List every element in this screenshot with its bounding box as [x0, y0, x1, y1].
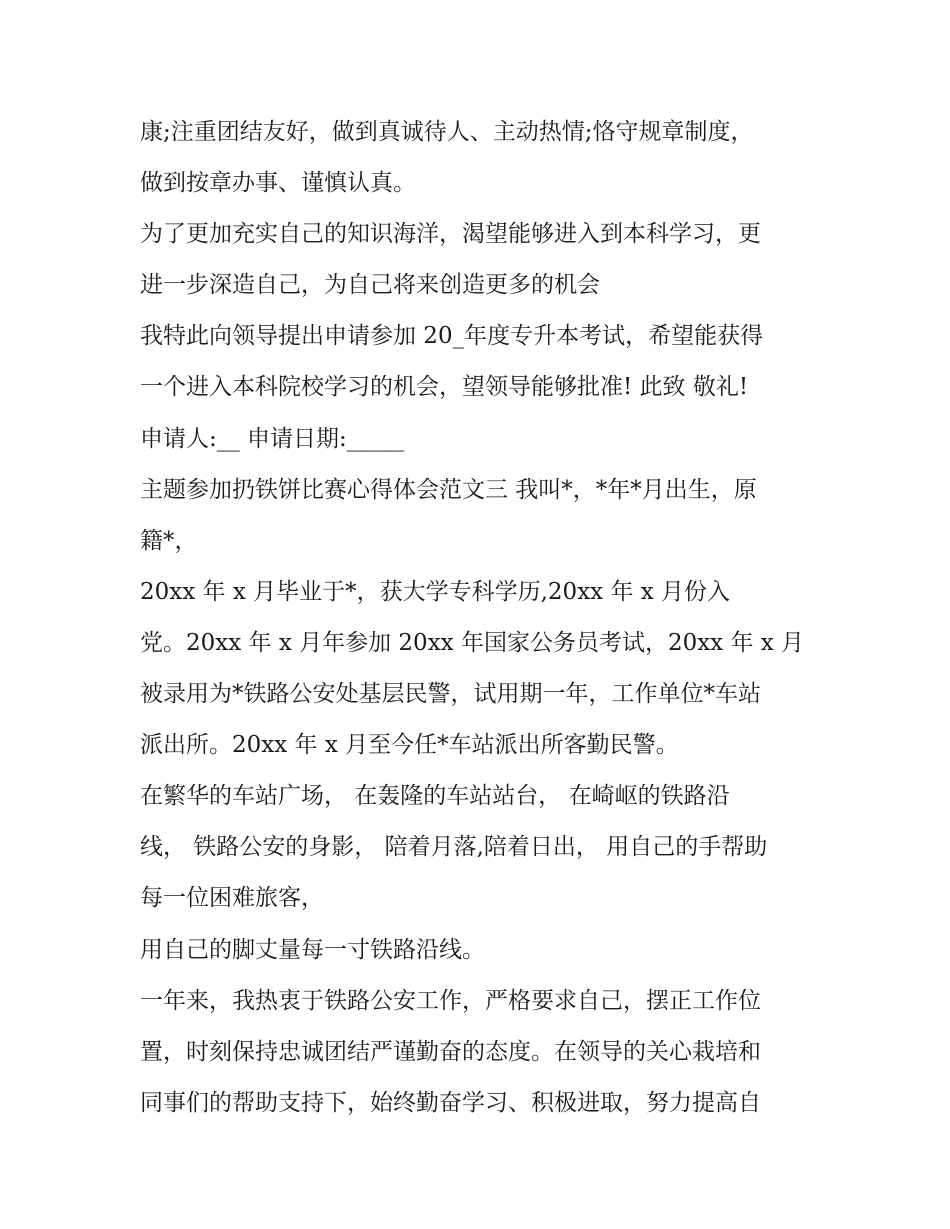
text-line: 用自己的脚丈量每一寸铁路沿线。: [140, 936, 485, 963]
text-line: 党。20xx 年 x 月年参加 20xx 年国家公务员考试，20xx 年 x 月: [140, 629, 805, 656]
text-line: 在繁华的车站广场， 在轰隆的车站站台， 在崎岖的铁路沿: [140, 783, 730, 810]
text-line: 被录用为*铁路公安处基层民警，试用期一年，工作单位*车站: [140, 681, 761, 708]
text-line: 派出所。20xx 年 x 月至今任*车站派出所客勤民警。: [140, 732, 679, 759]
text-line: 线， 铁路公安的身影， 陪着月落,陪着日出， 用自己的手帮助: [140, 834, 768, 861]
text-line: 一年来，我热衷于铁路公安工作，严格要求自己，摆正工作位: [140, 987, 761, 1014]
text-line: 做到按章办事、谨慎认真。: [140, 170, 416, 197]
text-line: 籍*，: [140, 527, 198, 554]
text-line: 每一位困难旅客，: [140, 885, 324, 912]
document-body: [140, 107, 830, 1129]
text-line: 一个进入本科院校学习的机会，望领导能够批准! 此致 敬礼!: [140, 374, 749, 401]
text-line: 置，时刻保持忠诚团结严谨勤奋的态度。在领导的关心栽培和: [140, 1038, 761, 1065]
text-line: 同事们的帮助支持下，始终勤奋学习、积极进取，努力提高自: [140, 1089, 761, 1116]
text-line: 20xx 年 x 月毕业于*，获大学专科学历,20xx 年 x 月份入: [140, 578, 731, 605]
text-line: 进一步深造自己，为自己将来创造更多的机会: [140, 272, 600, 299]
text-line: 我特此向领导提出申请参加 20_年度专升本考试，希望能获得: [140, 323, 764, 350]
text-line: 申请人:__ 申请日期:_____: [140, 425, 405, 452]
text-line: 主题参加扔铁饼比赛心得体会范文三 我叫*，*年*月出生，原: [140, 476, 757, 503]
text-line: 为了更加充实自己的知识海洋，渴望能够进入到本科学习，更: [140, 221, 761, 248]
text-line: 康;注重团结友好，做到真诚待人、主动热情;恪守规章制度，: [140, 119, 754, 145]
